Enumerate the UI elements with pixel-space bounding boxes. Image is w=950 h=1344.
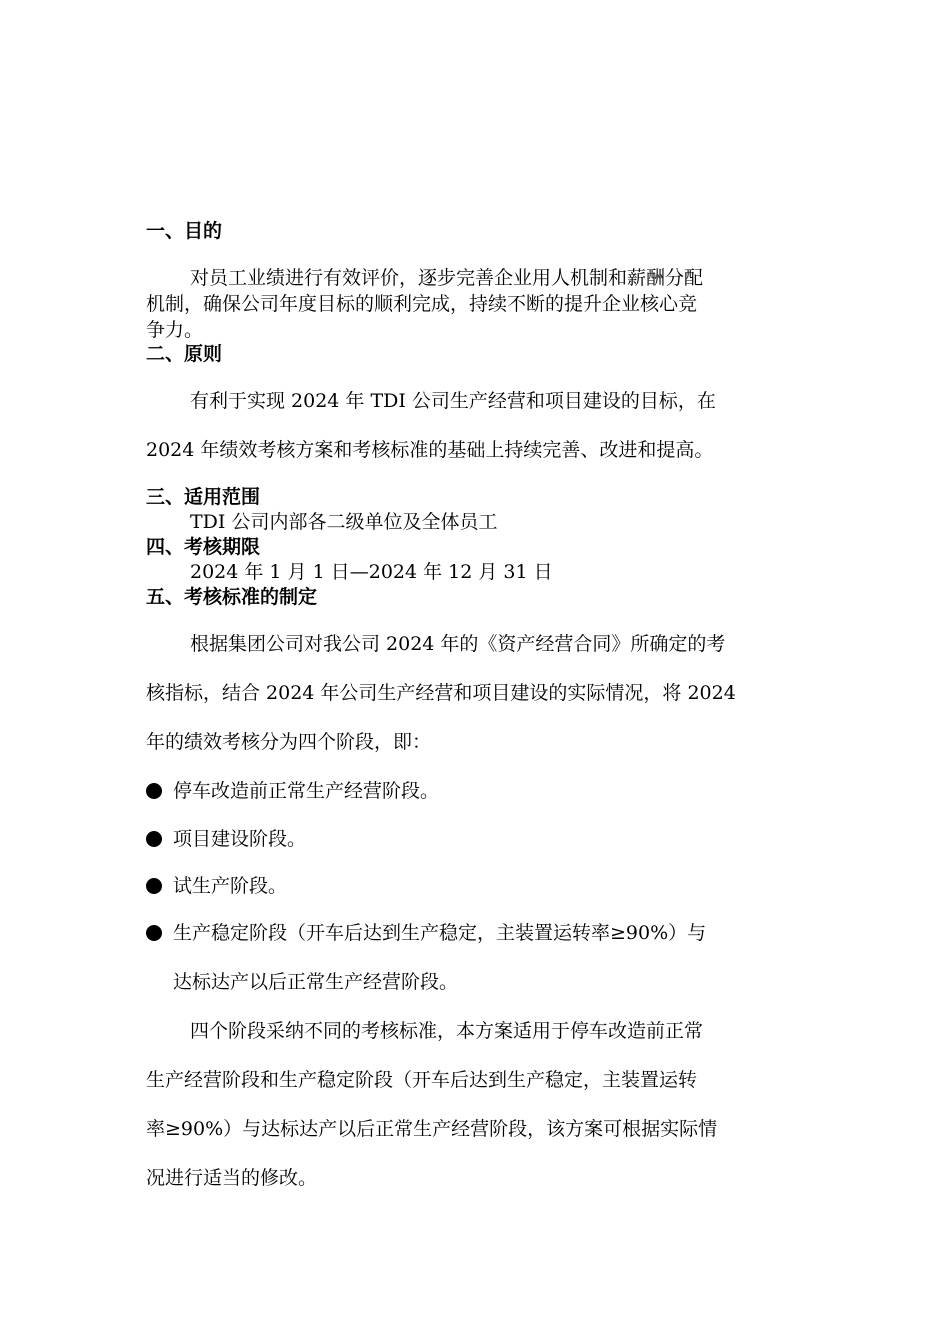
bullet-icon [146,925,162,941]
standards-line-3: 年的绩效考核分为四个阶段，即： [146,731,432,753]
section-heading-period: 四、考核期限 [146,536,261,558]
bullet-item-1: 停车改造前正常生产经营阶段。 [173,780,440,802]
purpose-line-3: 争力。 [146,319,204,341]
closing-line-3: 率≥90%）与达标达产以后正常生产经营阶段，该方案可根据实际情 [146,1118,718,1140]
bullet-icon [146,878,162,894]
section-heading-scope: 三、适用范围 [146,486,261,508]
principle-line-1: 有利于实现 2024 年 TDI 公司生产经营和项目建设的目标，在 [190,390,716,412]
closing-line-4: 况进行适当的修改。 [146,1167,318,1189]
purpose-line-2: 机制，确保公司年度目标的顺利完成，持续不断的提升企业核心竞 [146,293,698,315]
standards-line-1: 根据集团公司对我公司 2024 年的《资产经营合同》所确定的考 [190,633,726,655]
principle-line-2: 2024 年绩效考核方案和考核标准的基础上持续完善、改进和提高。 [146,439,714,461]
section-heading-standards: 五、考核标准的制定 [146,586,318,608]
bullet-item-2: 项目建设阶段。 [173,828,307,850]
bullet-item-4: 生产稳定阶段（开车后达到生产稳定，主装置运转率≥90%）与 [173,922,707,944]
section-heading-purpose: 一、目的 [146,220,223,242]
standards-line-2: 核指标，结合 2024 年公司生产经营和项目建设的实际情况，将 2024 [146,682,736,704]
closing-line-2: 生产经营阶段和生产稳定阶段（开车后达到生产稳定，主装置运转 [146,1069,698,1091]
section-heading-principle: 二、原则 [146,343,223,365]
bullet-icon [146,831,162,847]
scope-line-1: TDI 公司内部各二级单位及全体员工 [190,511,498,533]
bullet-icon [146,783,162,799]
bullet-item-4-continuation: 达标达产以后正常生产经营阶段。 [173,971,459,993]
bullet-item-3: 试生产阶段。 [173,875,288,897]
purpose-line-1: 对员工业绩进行有效评价，逐步完善企业用人机制和薪酬分配 [190,267,704,289]
closing-line-1: 四个阶段采纳不同的考核标准，本方案适用于停车改造前正常 [190,1020,704,1042]
period-line-1: 2024 年 1 月 1 日—2024 年 12 月 31 日 [190,561,553,583]
